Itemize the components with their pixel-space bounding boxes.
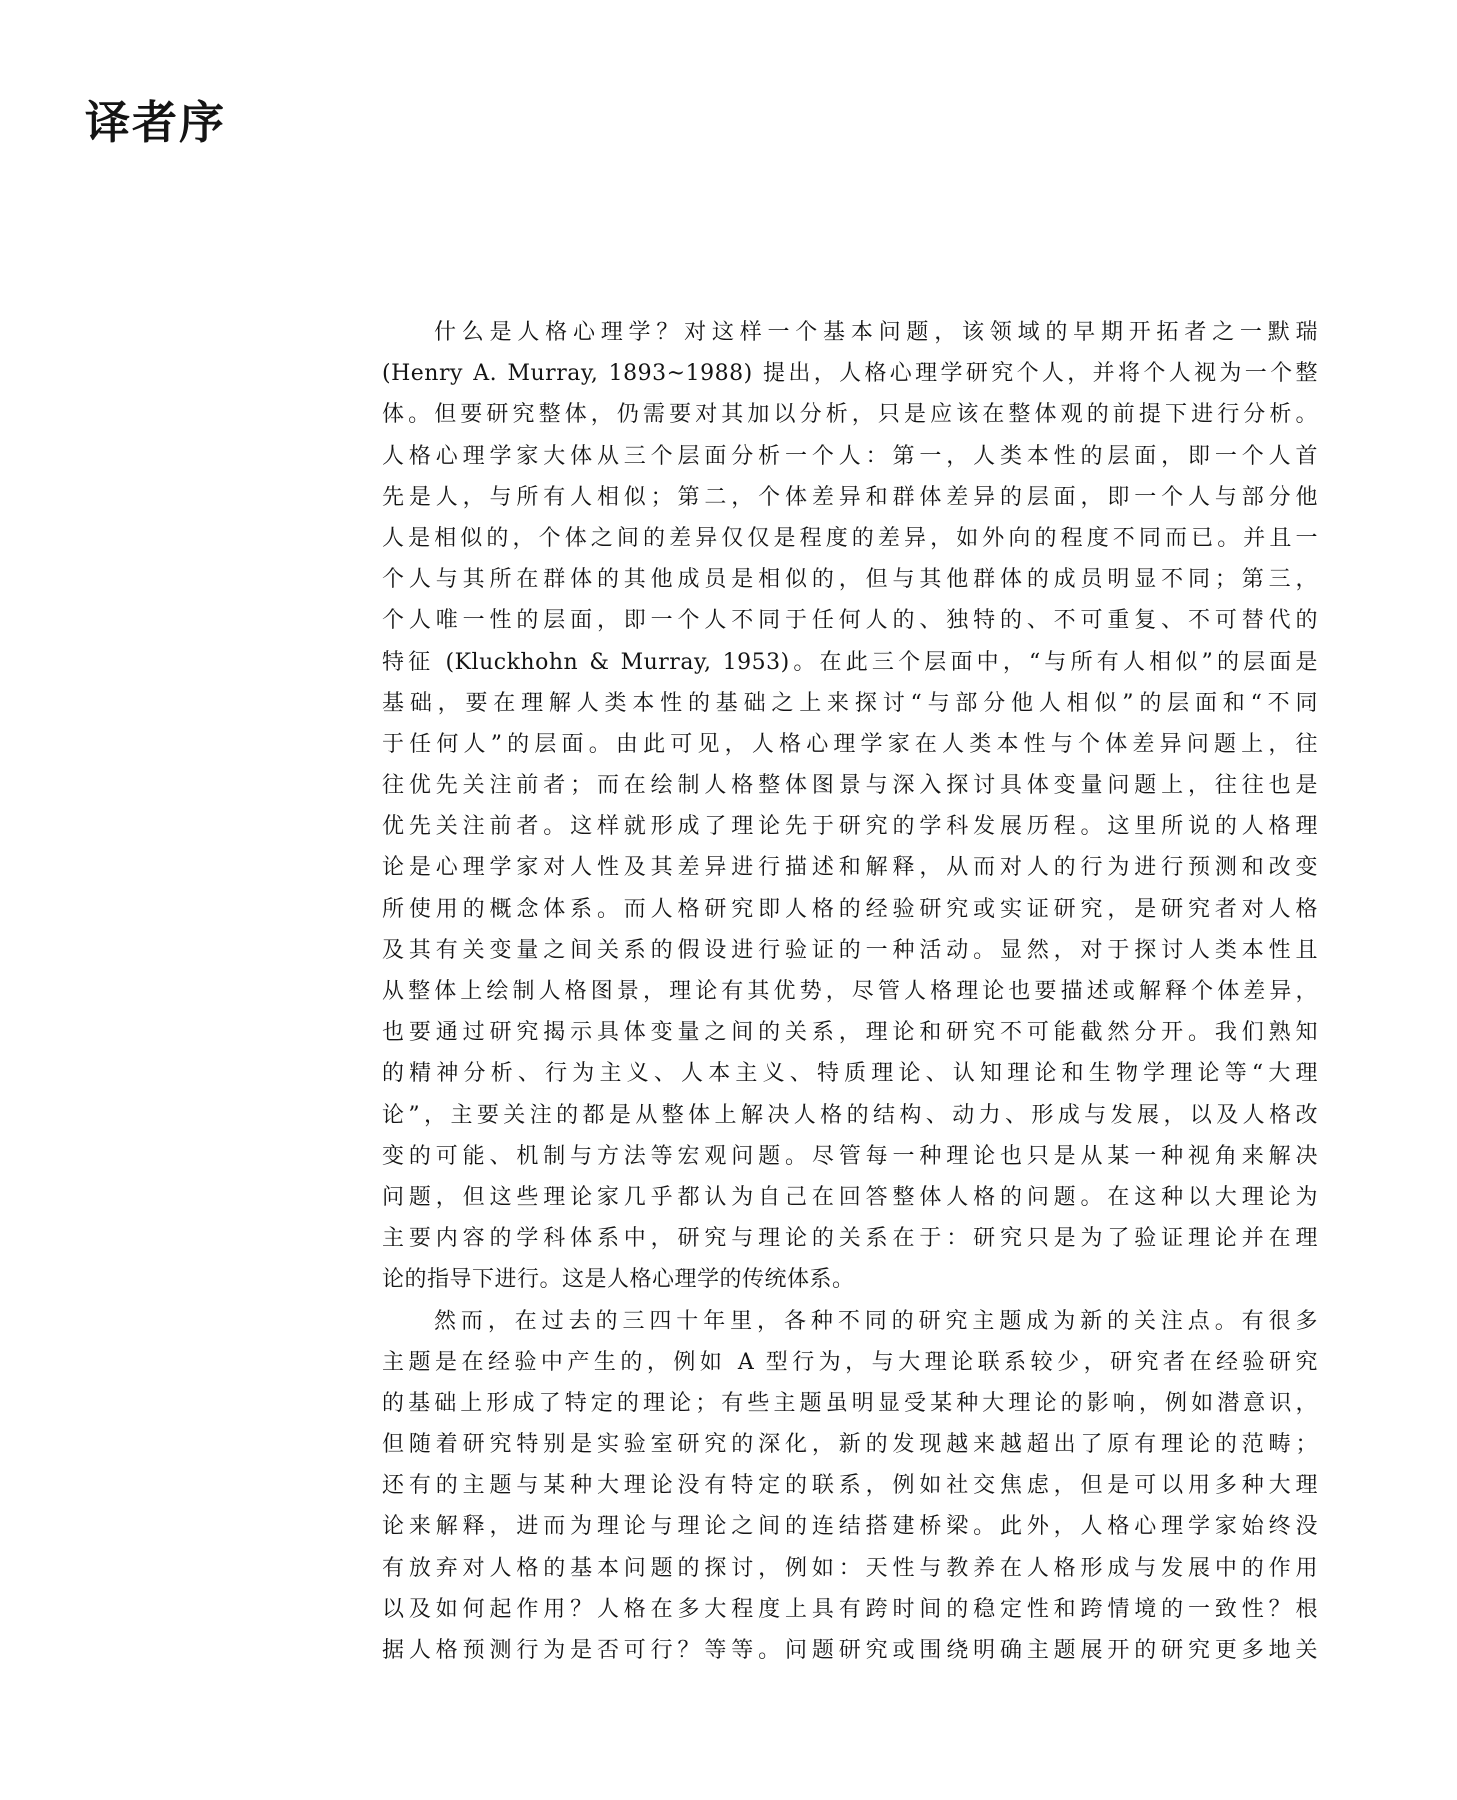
text-line: 优先关注前者。这样就形成了理论先于研究的学科发展历程。这里所说的人格理: [382, 814, 1318, 840]
paragraph-2: [382, 1301, 1318, 1672]
text-line: 有放弃对人格的基本问题的探讨，例如：天性与教养在人格形成与发展中的作用: [382, 1555, 1318, 1581]
text-line: 人格心理学家大体从三个层面分析一个人：第一，人类本性的层面，即一个人首: [382, 443, 1318, 469]
text-line: 的精神分析、行为主义、人本主义、特质理论、认知理论和生物学理论等“大理: [382, 1061, 1318, 1087]
text-line: 体。但要研究整体，仍需要对其加以分析，只是应该在整体观的前提下进行分析。: [382, 402, 1318, 428]
text-line: 也要通过研究揭示具体变量之间的关系，理论和研究不可能截然分开。我们熟知: [382, 1020, 1318, 1046]
text-line: 的基础上形成了特定的理论；有些主题虽明显受某种大理论的影响，例如潜意识，: [382, 1390, 1318, 1416]
text-line: 从整体上绘制人格图景，理论有其优势，尽管人格理论也要描述或解释个体差异，: [382, 979, 1318, 1004]
text-line: 基础，要在理解人类本性的基础之上来探讨“与部分他人相似”的层面和“不同: [382, 690, 1318, 716]
text-line: 特征 (Kluckhohn & Murray, 1953)。在此三个层面中，“与所有人相似”的层面是: [382, 649, 1318, 675]
text-line: 变的可能、机制与方法等宏观问题。尽管每一种理论也只是从某一种视角来解决: [382, 1143, 1318, 1169]
text-line: 论”，主要关注的都是从整体上解决人格的结构、动力、形成与发展，以及人格改: [382, 1102, 1318, 1128]
page-title: 译者序: [85, 96, 227, 149]
text-line: 然而，在过去的三四十年里，各种不同的研究主题成为新的关注点。有很多: [434, 1308, 1318, 1334]
text-line: 问题，但这些理论家几乎都认为自己在回答整体人格的问题。在这种以大理论为: [382, 1184, 1318, 1210]
text-line: 往优先关注前者；而在绘制人格整体图景与深入探讨具体变量问题上，往往也是: [382, 773, 1318, 799]
text-line: 什么是人格心理学？对这样一个基本问题，该领域的早期开拓者之一默瑞: [434, 320, 1318, 345]
text-line: 主题是在经验中产生的，例如 A 型行为，与大理论联系较少，研究者在经验研究: [382, 1349, 1318, 1375]
text-line: 主要内容的学科体系中，研究与理论的关系在于：研究只是为了验证理论并在理: [382, 1226, 1318, 1252]
paragraph-1: [382, 312, 1318, 1301]
text-line: 论的指导下进行。这是人格心理学的传统体系。: [382, 1267, 855, 1293]
text-line: 论来解释，进而为理论与理论之间的连结搭建桥梁。此外，人格心理学家始终没: [382, 1514, 1318, 1540]
text-line: 人是相似的，个体之间的差异仅仅是程度的差异，如外向的程度不同而已。并且一: [382, 525, 1318, 551]
text-line: (Henry A. Murray, 1893~1988) 提出，人格心理学研究个人，并将个人视为一个整: [382, 361, 1318, 387]
text-line: 先是人，与所有人相似；第二，个体差异和群体差异的层面，即一个人与部分他: [382, 484, 1318, 510]
text-line: 论是心理学家对人性及其差异进行描述和解释，从而对人的行为进行预测和改变: [382, 855, 1318, 881]
text-line: 所使用的概念体系。而人格研究即人格的经验研究或实证研究，是研究者对人格: [382, 896, 1318, 922]
text-line: 以及如何起作用？人格在多大程度上具有跨时间的稳定性和跨情境的一致性？根: [382, 1596, 1318, 1622]
text-line: 及其有关变量之间关系的假设进行验证的一种活动。显然，对于探讨人类本性且: [382, 937, 1318, 963]
text-line: 个人与其所在群体的其他成员是相似的，但与其他群体的成员明显不同；第三，: [382, 567, 1318, 593]
text-line: 还有的主题与某种大理论没有特定的联系，例如社交焦虑，但是可以用多种大理: [382, 1473, 1318, 1499]
text-line: 但随着研究特别是实验室研究的深化，新的发现越来越超出了原有理论的范畴；: [382, 1432, 1318, 1458]
text-line: 于任何人”的层面。由此可见，人格心理学家在人类本性与个体差异问题上，往: [382, 731, 1318, 757]
body-text: [382, 312, 1318, 1671]
text-line: 个人唯一性的层面，即一个人不同于任何人的、独特的、不可重复、不可替代的: [382, 608, 1318, 634]
text-line: 据人格预测行为是否可行？等等。问题研究或围绕明确主题展开的研究更多地关: [382, 1638, 1318, 1663]
